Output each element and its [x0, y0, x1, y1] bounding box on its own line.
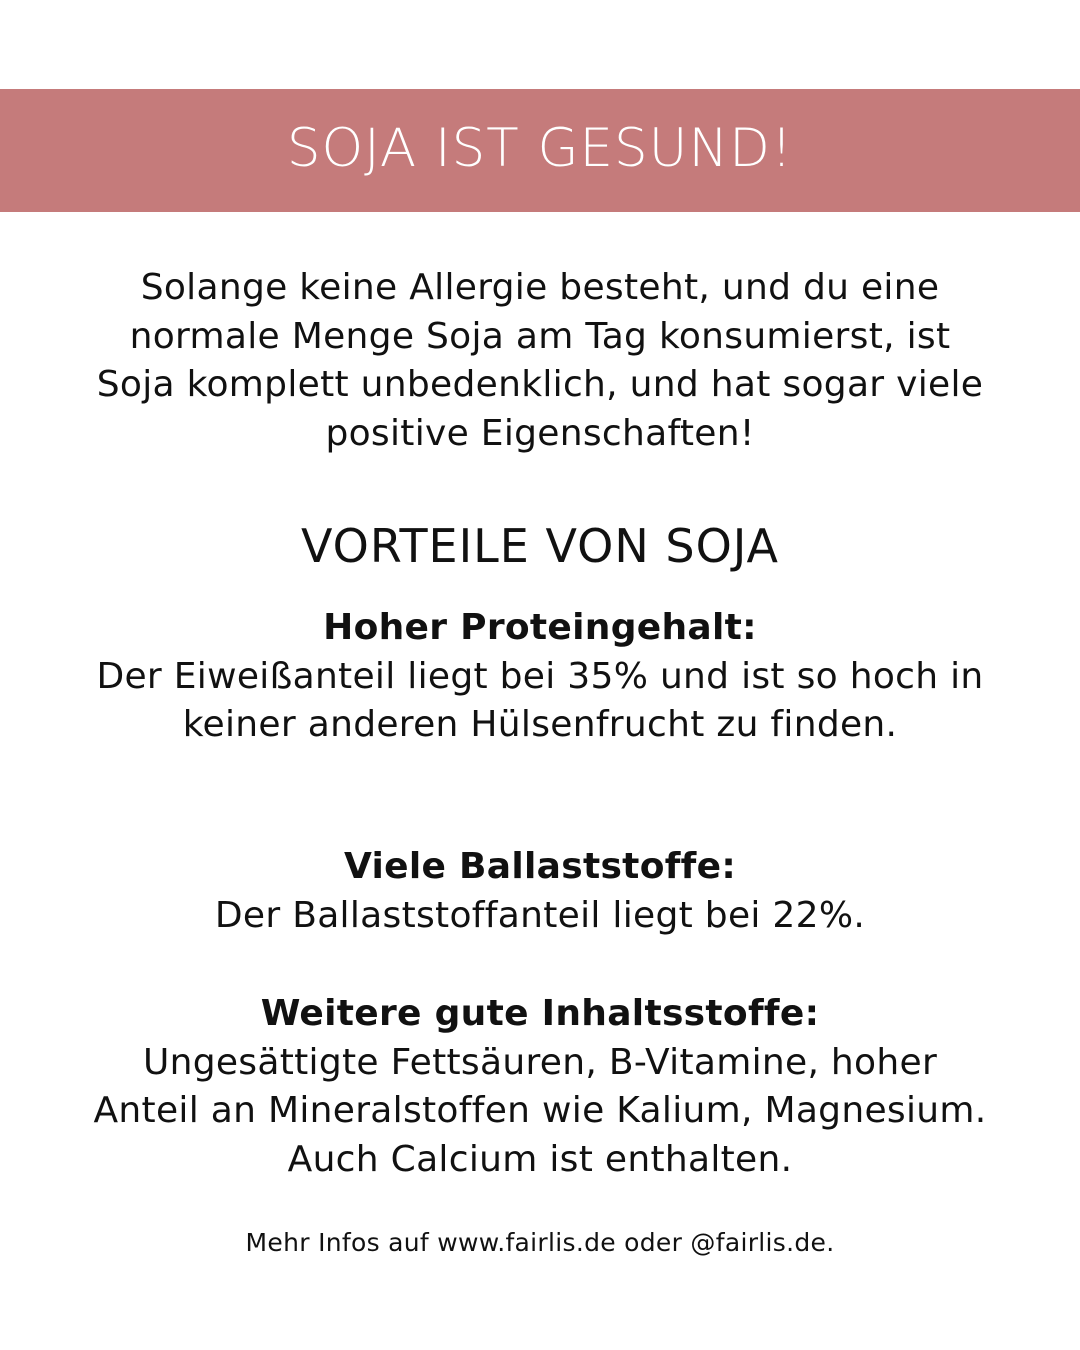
intro-paragraph: Solange keine Allergie besteht, und du eine normale Menge Soja am Tag konsumierst, ist Soja komplett unbedenklich, und hat sogar viele positive Eigenschaften! [96, 267, 984, 454]
benefit-text: Der Eiweißanteil liegt bei 35% und ist so hoch in keiner anderen Hülsenfrucht zu finden. [96, 655, 984, 745]
benefit-protein [90, 604, 990, 750]
footer-note: Mehr Infos auf www.fairlis.de oder @fairlis.de. [245, 1228, 835, 1257]
benefit-fiber [90, 843, 990, 940]
benefit-text: Ungesättigte Fettsäuren, B-Vitamine, hoher Anteil an Mineralstoffen wie Kalium, Magnesium. Auch Calcium ist enthalten. [93, 1041, 987, 1180]
benefit-text: Der Ballaststoffanteil liegt bei 22%. [214, 894, 866, 936]
section-heading: VORTEILE VON SOJA [300, 519, 780, 573]
benefit-label: Weitere gute Inhaltsstoffe: [260, 993, 820, 1034]
page-title: SOJA IST GESUND! [286, 118, 794, 179]
title-banner [0, 89, 1080, 212]
benefit-label: Viele Ballaststoffe: [343, 846, 737, 887]
benefit-label: Hoher Proteingehalt: [323, 607, 757, 648]
benefit-nutrients [90, 990, 990, 1184]
